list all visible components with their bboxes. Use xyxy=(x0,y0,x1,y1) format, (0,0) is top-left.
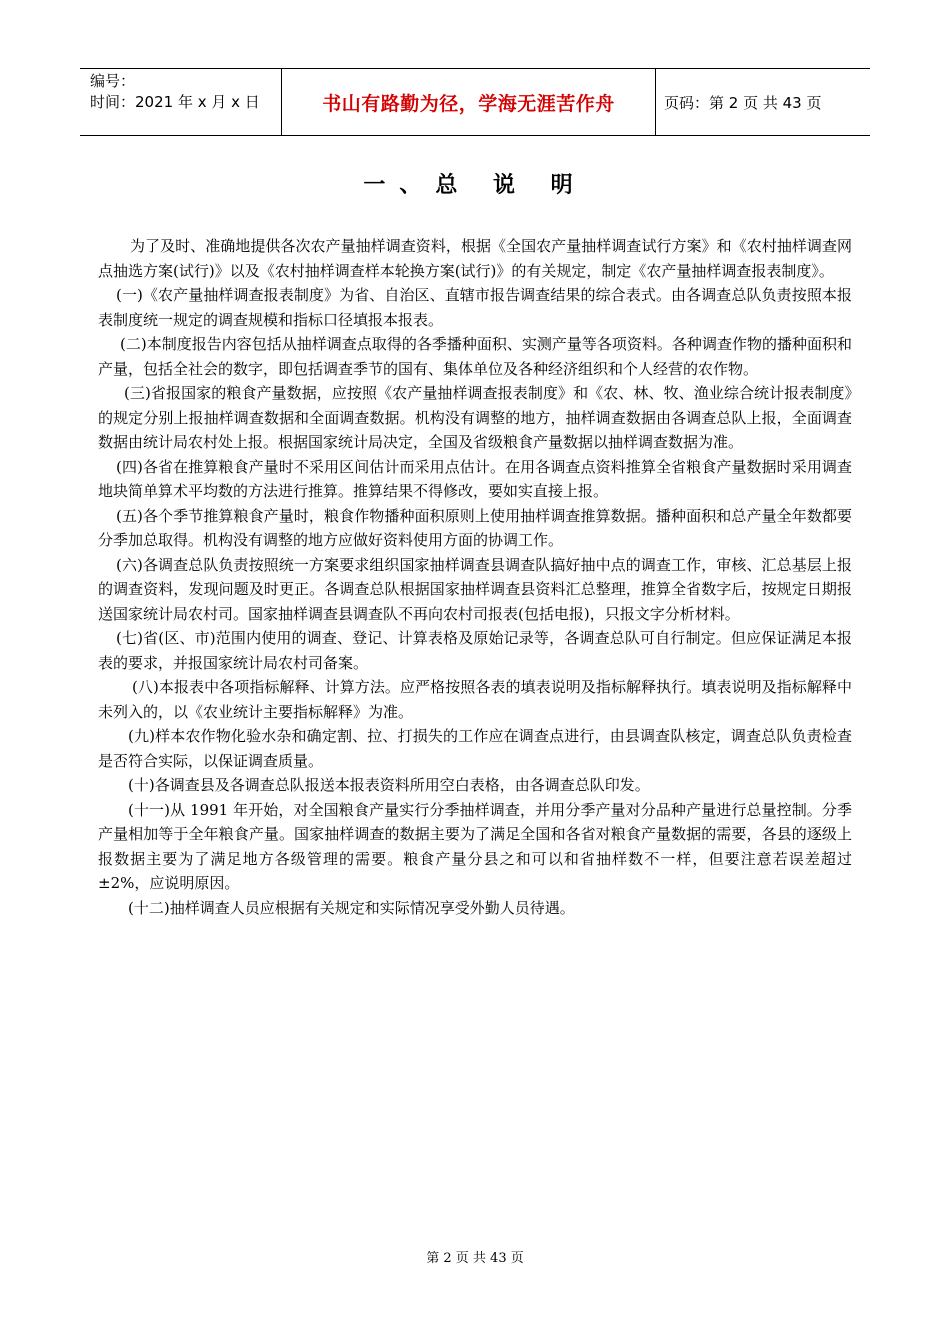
page-footer: 第 2 页 共 43 页 xyxy=(426,1251,524,1266)
header-meta-cell xyxy=(80,69,282,135)
paragraph: (二)本制度报告内容包括从抽样调查点取得的各季播种面积、实测产量等各项资料。各种调查作物的播种面积和产量，包括全社会的数字，即包括调查季节的国有、集体单位及各种经济组织和个人经营的农作物。 xyxy=(98,335,852,378)
paragraph: (六)各调查总队负责按照统一方案要求组织国家抽样调查县调查队搞好抽中点的调查工作，审核、汇总基层上报的调查资料，发现问题及时更正。各调查总队根据国家抽样调查县资料汇总整理，推算全省数字后，按规定日期报送国家统计局农村司。国家抽样调查县调查队不再向农村司报表(包括电报)，只报文字分析材料。 xyxy=(98,555,852,623)
paragraph: (五)各个季节推算粮食产量时，粮食作物播种面积原则上使用抽样调查推算数据。播种面积和总产量全年数都要分季加总取得。机构没有调整的地方应做好资料使用方面的协调工作。 xyxy=(98,506,852,549)
paragraph: 为了及时、准确地提供各次农产量抽样调查资料，根据《全国农产量抽样调查试行方案》和《农村抽样调查网点抽选方案(试行)》以及《农村抽样调查样本轮换方案(试行)》的有关规定，制定《农产量抽样调查报表制度》。 xyxy=(98,237,852,280)
motto-text: 书山有路勤为径，学海无涯苦作舟 xyxy=(322,92,615,115)
page-info: 页码：第 2 页 共 43 页 xyxy=(664,93,822,112)
header-motto-cell xyxy=(282,69,656,135)
document-body xyxy=(98,234,852,920)
header-page-cell xyxy=(656,69,870,135)
serial-number-label: 编号： xyxy=(90,72,136,90)
paragraph: (四)各省在推算粮食产量时不采用区间估计而采用点估计。在用各调查点资料推算全省粮食产量数据时采用调查地块简单算术平均数的方法进行推算。推算结果不得修改，要如实直接上报。 xyxy=(98,457,852,500)
paragraph: (七)省(区、市)范围内使用的调查、登记、计算表格及原始记录等，各调查总队可自行制定。但应保证满足本报表的要求，并报国家统计局农村司备案。 xyxy=(98,629,852,672)
paragraph: (一)《农产量抽样调查报表制度》为省、自治区、直辖市报告调查结果的综合表式。由各调查总队负责按照本报表制度统一规定的调查规模和指标口径填报本报表。 xyxy=(98,286,852,329)
paragraph: (九)样本农作物化验水杂和确定割、拉、打损失的工作应在调查点进行，由县调查队核定，调查总队负责检查是否符合实际，以保证调查质量。 xyxy=(98,727,852,770)
paragraph: (三)省报国家的粮食产量数据，应按照《农产量抽样调查报表制度》和《农、林、牧、渔业综合统计报表制度》的规定分别上报抽样调查数据和全面调查数据。机构没有调整的地方，抽样调查数据由各调查总队上报，全面调查数据由统计局农村处上报。根据国家统计局决定，全国及省级粮食产量数据以抽样调查数据为准。 xyxy=(98,384,852,451)
document-title: 一、总 说 明 xyxy=(363,172,587,198)
page-header xyxy=(80,68,870,136)
paragraph: (十二)抽样调查人员应根据有关规定和实际情况享受外勤人员待遇。 xyxy=(128,898,575,917)
date-label: 时间：2021 年 x 月 x 日 xyxy=(90,93,260,111)
paragraph: (八)本报表中各项指标解释、计算方法。应严格按照各表的填表说明及指标解释执行。填表说明及指标解释中未列入的，以《农业统计主要指标解释》为准。 xyxy=(98,678,852,721)
paragraph: (十一)从 1991 年开始，对全国粮食产量实行分季抽样调查，并用分季产量对分品种产量进行总量控制。分季产量相加等于全年粮食产量。国家抽样调查的数据主要为了满足全国和各省对粮食产量数据的需要，各县的逐级上报数据主要为了满足地方各级管理的需要。粮食产量分县之和可以和省抽样数不一样，但要注意若误差超过±2%，应说明原因。 xyxy=(98,800,852,892)
paragraph: (十)各调查县及各调查总队报送本报表资料所用空白表格，由各调查总队印发。 xyxy=(128,776,650,794)
